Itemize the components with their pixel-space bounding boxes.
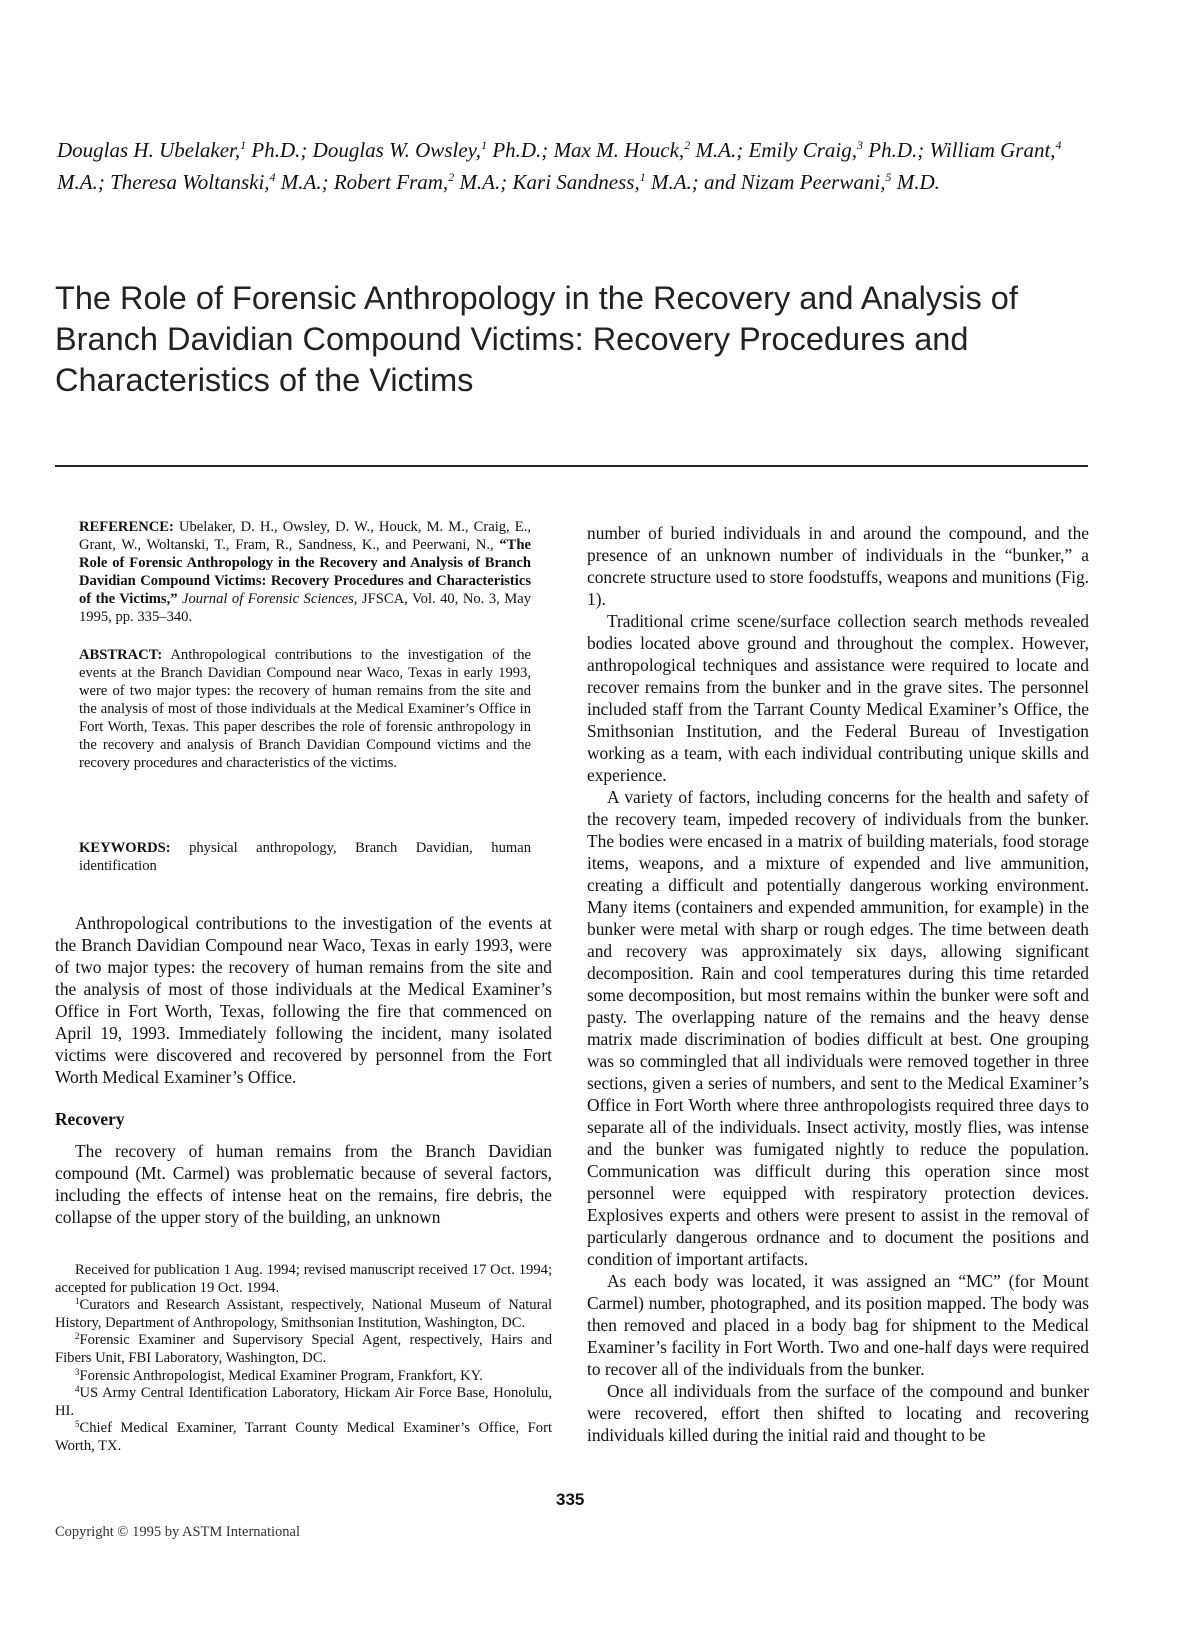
footnote <box>55 1332 552 1367</box>
author-degree: Ph.D.; <box>487 138 549 162</box>
footnote <box>55 1420 552 1455</box>
affiliation-marker: 1 <box>639 170 646 184</box>
footnote-text: Curators and Research Assistant, respectively, National Museum of Natural History, Department of Anthropology, Smithsonian Institution, Washington, DC. <box>55 1297 552 1331</box>
keywords-text: physical anthropology, Branch Davidian, human identification <box>79 840 531 874</box>
body-paragraph: Once all individuals from the surface of the compound and bunker were recovered, effort then shifted to locating and recovering individuals killed during the initial raid and thought to be <box>587 1381 1089 1445</box>
section-heading-recovery: Recovery <box>55 1109 125 1129</box>
author-degree: M.D. <box>891 170 940 194</box>
copyright-notice: Copyright © 1995 by ASTM International <box>55 1524 301 1540</box>
keywords-label: KEYWORDS: <box>79 840 171 856</box>
affiliation-marker: 2 <box>448 170 455 184</box>
reference-label: REFERENCE: <box>79 519 174 535</box>
author-degree: M.A.; <box>645 170 699 194</box>
author-degree: M.A.; <box>275 170 329 194</box>
affiliation-marker: 1 <box>240 138 247 152</box>
footnote-text: Chief Medical Examiner, Tarrant County Medical Examiner’s Office, Fort Worth, TX. <box>55 1420 552 1454</box>
affiliation-marker: 2 <box>684 138 691 152</box>
footnote-number: 1 <box>75 1296 80 1307</box>
author-list <box>57 134 1087 198</box>
affiliation-marker: 4 <box>269 170 276 184</box>
footnotes <box>55 1262 552 1456</box>
affiliation-marker: 3 <box>857 138 864 152</box>
body-paragraph: As each body was located, it was assigned an “MC” (for Mount Carmel) number, photographed, and its position mapped. The body was then removed and placed in a body bag for shipment to the Medical Examiner’s facility in Fort Worth. Two and one-half days were required to recover all of the individuals from the bunker. <box>587 1271 1089 1379</box>
author: Theresa Woltanski, <box>110 170 270 194</box>
abstract-label: ABSTRACT: <box>79 647 163 663</box>
author: Douglas H. Ubelaker, <box>57 138 241 162</box>
page-number: 335 <box>556 1490 585 1509</box>
footnote-text: Forensic Anthropologist, Medical Examiner Program, Frankfort, KY. <box>79 1367 483 1384</box>
footnote-number: 5 <box>75 1419 80 1430</box>
keywords-block <box>79 839 531 875</box>
reference-block <box>79 518 531 626</box>
footnote-number: 4 <box>75 1384 80 1395</box>
affiliation-marker: 5 <box>885 170 892 184</box>
affiliation-marker: 1 <box>481 138 488 152</box>
left-column-body <box>55 912 552 1228</box>
author-degree: M.A.; <box>690 138 744 162</box>
footnote-text: Forensic Examiner and Supervisory Special Agent, respectively, Hairs and Fibers Unit, FBI Laboratory, Washington, DC. <box>55 1332 552 1366</box>
right-column-body <box>587 522 1089 1446</box>
title-divider <box>55 465 1088 467</box>
body-paragraph: Traditional crime scene/surface collection search methods revealed bodies located above ground and throughout the complex. However, anthropological techniques and assistance were required to locate and recover remains from the bunker and in the grave sites. The personnel included staff from the Tarrant County Medical Examiner’s Office, the Smithsonian Institution, and the Federal Bureau of Investigation working as a team, with each individual contributing unique skills and experience. <box>587 611 1089 785</box>
article-title: The Role of Forensic Anthropology in the Recovery and Analysis of Branch Davidian Compound Victims: Recovery Procedures and Characteristics of the Victims <box>55 280 1018 398</box>
author: Kari Sandness, <box>512 170 640 194</box>
received-note: Received for publication 1 Aug. 1994; revised manuscript received 17 Oct. 1994; accepted for publication 19 Oct. 1994. <box>55 1262 552 1296</box>
author: William Grant, <box>929 138 1056 162</box>
intro-paragraph: Anthropological contributions to the investigation of the events at the Branch Davidian Compound near Waco, Texas in early 1993, were of two major types: the recovery of human remains from the site and the analysis of most of those individuals at the Medical Examiner’s Office in Fort Worth, Texas, following the fire that commenced on April 19, 1993. Immediately following the incident, many isolated victims were discovered and recovered by personnel from the Fort Worth Medical Examiner’s Office. <box>55 913 552 1087</box>
abstract-block <box>79 646 531 772</box>
author: and Nizam Peerwani, <box>704 170 886 194</box>
footnote <box>55 1385 552 1420</box>
affiliation-marker: 4 <box>1055 138 1062 152</box>
footnote <box>55 1297 552 1332</box>
author: Max M. Houck, <box>553 138 685 162</box>
author: Emily Craig, <box>748 138 858 162</box>
author: Robert Fram, <box>333 170 449 194</box>
body-paragraph: A variety of factors, including concerns for the health and safety of the recovery team, impeded recovery of individuals from the bunker. The bodies were encased in a matrix of building materials, food storage items, weapons, and a mixture of expended and live ammunition, creating a difficult and potentially dangerous working environment. Many items (containers and expended ammunition, for example) in the bunker were metal with sharp or rough edges. The time between death and recovery was approximately six days, allowing significant decomposition. Rain and cool temperatures during this time retarded some decomposition, but most remains within the bunker were soft and pasty. The overlapping nature of the remains and the heavy dense matrix made discrimination of bodies difficult at best. One grouping was so commingled that all individuals were removed together in three sections, given a series of numbers, and sent to the Medical Examiner’s Office in Fort Worth where three anthropologists required three days to separate all of the individuals. Insect activity, mostly flies, was intense and the bunker was fumigated nightly to reduce the population. Communication was difficult during this operation since most personnel were equipped with respiratory protection devices. Explosives experts and others were present to assist in the removal of particularly dangerous ordnance and to document the positions and condition of important artifacts. <box>587 787 1089 1269</box>
reference-article-title: “The Role of Forensic Anthropology in the Recovery and Analysis of Branch Davidian Compound Victims: Recovery Procedures and Characteristics of the Victims,” <box>79 537 531 607</box>
footnote <box>55 1368 552 1386</box>
author-degree: M.A.; <box>454 170 508 194</box>
author-degree: M.A.; <box>57 170 105 194</box>
footnote-number: 3 <box>75 1366 80 1377</box>
reference-journal: Journal of Forensic Sciences, <box>177 591 358 607</box>
body-paragraph: number of buried individuals in and around the compound, and the presence of an unknown number of individuals in the “bunker,” a concrete structure used to store foodstuffs, weapons and munitions (Fig. 1). <box>587 523 1089 609</box>
recovery-paragraph: The recovery of human remains from the Branch Davidian compound (Mt. Carmel) was problematic because of several factors, including the effects of intense heat on the remains, fire debris, the collapse of the upper story of the building, an unknown <box>55 1141 552 1227</box>
reference-authors: Ubelaker, D. H., Owsley, D. W., Houck, M. M., Craig, E., Grant, W., Woltanski, T., Fram, R., Sandness, K., and Peerwani, N., <box>79 519 531 553</box>
footnote-number: 2 <box>75 1331 80 1342</box>
footnote-text: US Army Central Identification Laboratory, Hickam Air Force Base, Honolulu, HI. <box>55 1385 552 1419</box>
author-degree: Ph.D.; <box>863 138 925 162</box>
reference-citation: JFSCA, Vol. 40, No. 3, May 1995, pp. 335–340. <box>79 591 531 625</box>
author-degree: Ph.D.; <box>246 138 308 162</box>
abstract-text: Anthropological contributions to the investigation of the events at the Branch Davidian Compound near Waco, Texas in early 1993, were of two major types: the recovery of human remains from the site and the analysis of most of those individuals at the Medical Examiner’s Office in Fort Worth, Texas. This paper describes the role of forensic anthropology in the recovery and analysis of Branch Davidian Compound victims and the recovery procedures and characteristics of the victims. <box>79 647 531 771</box>
author: Douglas W. Owsley, <box>312 138 482 162</box>
